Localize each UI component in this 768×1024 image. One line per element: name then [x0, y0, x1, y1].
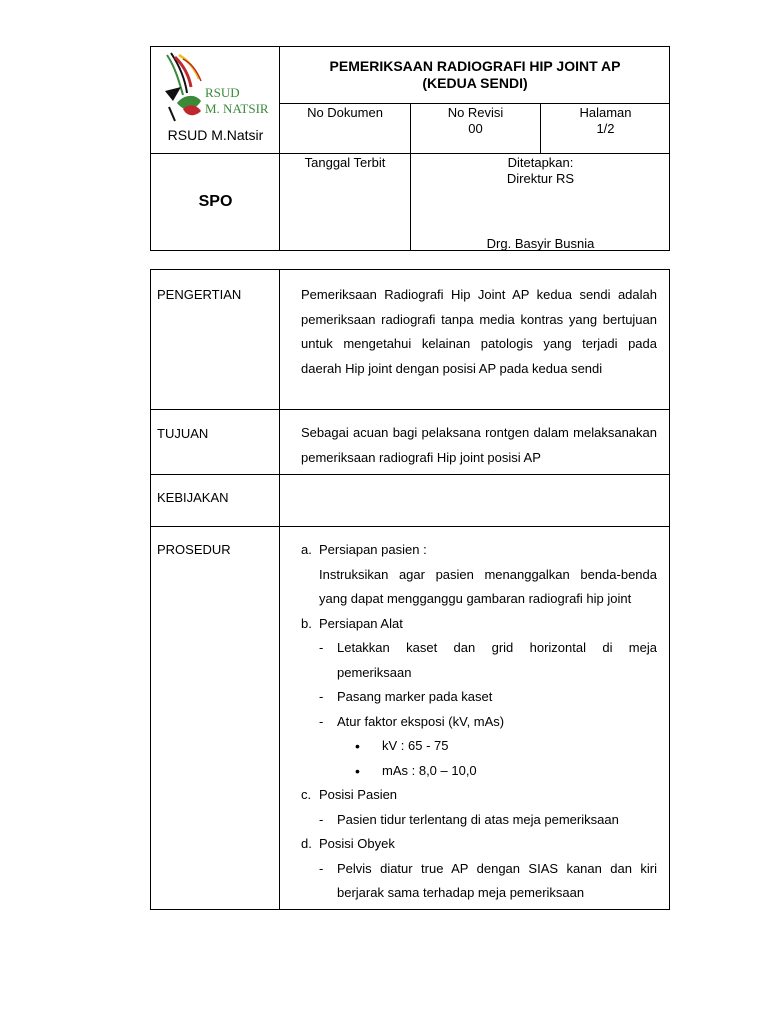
- no-revisi-label: No Revisi: [447, 105, 504, 120]
- sub-list-item: [301, 808, 657, 833]
- tanggal-terbit-label: Tanggal Terbit: [304, 155, 386, 170]
- sub-list-item: [301, 710, 657, 735]
- divider: [151, 409, 670, 410]
- tujuan-label: TUJUAN: [157, 426, 209, 441]
- org-name: RSUD M.Natsir: [167, 127, 264, 143]
- list-marker: b.: [301, 615, 312, 631]
- no-revisi-cell: [411, 105, 540, 137]
- divider: [280, 103, 670, 104]
- sub-list-item: [301, 857, 657, 906]
- logo-text-line2: M. NATSIR: [205, 101, 269, 116]
- title-line-1: PEMERIKSAAN RADIOGRAFI HIP JOINT AP: [329, 58, 621, 74]
- bullet-marker: •: [355, 738, 360, 754]
- sub-list-text: Pasang marker pada kaset: [337, 689, 493, 704]
- sub-list-item: [301, 636, 657, 685]
- list-item-text: Instruksikan agar pasien menanggalkan benda-benda yang dapat mengganggu gambaran radiografi hip joint: [319, 566, 657, 606]
- bullet-item: [301, 759, 657, 784]
- dash-marker: -: [319, 713, 324, 729]
- signatory-name: Drg. Basyir Busnia: [486, 236, 595, 251]
- header-table: [150, 46, 670, 251]
- ditetapkan-role: Direktur RS: [506, 171, 575, 186]
- dash-marker: -: [319, 811, 324, 827]
- pengertian-paragraph: Pemeriksaan Radiografi Hip Joint AP kedua sendi adalah pemeriksaan radiografi tanpa media kontras yang bertujuan untuk mengetahui kelainan patologis yang terjadi pada daerah Hip joint dengan posisi AP pada kedua sendi: [301, 287, 657, 376]
- pengertian-label: PENGERTIAN: [157, 287, 242, 302]
- spo-label: SPO: [198, 193, 233, 210]
- sub-list-item: [301, 685, 657, 710]
- divider: [279, 270, 280, 910]
- list-item-title: Posisi Obyek: [319, 836, 395, 851]
- logo-text-line1: RSUD: [205, 85, 240, 100]
- list-item-title: Posisi Pasien: [319, 787, 398, 802]
- divider: [151, 526, 670, 527]
- dash-marker: -: [319, 640, 324, 655]
- list-marker: c.: [301, 787, 312, 802]
- sub-list-text: Letakkan kaset dan grid horizontal di meja pemeriksaan: [337, 640, 657, 680]
- no-revisi-value: 00: [468, 121, 483, 136]
- bullet-marker: •: [355, 762, 360, 779]
- hospital-logo: [161, 51, 271, 123]
- list-marker: a.: [301, 542, 312, 557]
- divider: [151, 474, 670, 475]
- list-marker: d.: [301, 836, 312, 851]
- sub-list-text: Pelvis diatur true AP dengan SIAS kanan dan kiri berjarak sama terhadap meja pemeriksaan: [337, 860, 657, 900]
- list-item: [301, 832, 657, 857]
- list-item: [301, 538, 657, 563]
- dash-marker: -: [319, 689, 324, 704]
- halaman-value: 1/2: [596, 121, 615, 136]
- list-item-title: Persiapan Alat: [319, 615, 403, 631]
- bullet-text: kV : 65 - 75: [382, 738, 449, 753]
- sub-list-text: Pasien tidur terlentang di atas meja pemeriksaan: [337, 811, 619, 827]
- sub-list-text: Atur faktor eksposi (kV, mAs): [337, 713, 505, 729]
- prosedur-list: [301, 538, 657, 906]
- logo-cell: [151, 47, 280, 153]
- content-table: [150, 269, 670, 910]
- halaman-label: Halaman: [579, 105, 632, 120]
- list-item: [301, 783, 657, 808]
- pengertian-text: [301, 283, 657, 381]
- ditetapkan-label: Ditetapkan:: [507, 155, 574, 170]
- tujuan-paragraph: Sebagai acuan bagi pelaksana rontgen dalam melaksanakan pemeriksaan radiografi Hip joint posisi AP: [301, 425, 657, 465]
- no-dokumen-label: No Dokumen: [307, 105, 383, 120]
- bullet-text: mAs : 8,0 – 10,0: [382, 762, 477, 778]
- prosedur-label: PROSEDUR: [157, 542, 231, 557]
- ditetapkan-cell: [411, 155, 670, 187]
- tujuan-text: [301, 421, 657, 470]
- kebijakan-label: KEBIJAKAN: [157, 490, 229, 505]
- document-title: [280, 47, 670, 103]
- list-item: [301, 612, 657, 637]
- bullet-item: [301, 734, 657, 759]
- dash-marker: -: [319, 860, 324, 876]
- list-item-title: Persiapan pasien :: [319, 542, 427, 557]
- title-line-2: (KEDUA SENDI): [422, 75, 528, 91]
- halaman-cell: [541, 105, 670, 137]
